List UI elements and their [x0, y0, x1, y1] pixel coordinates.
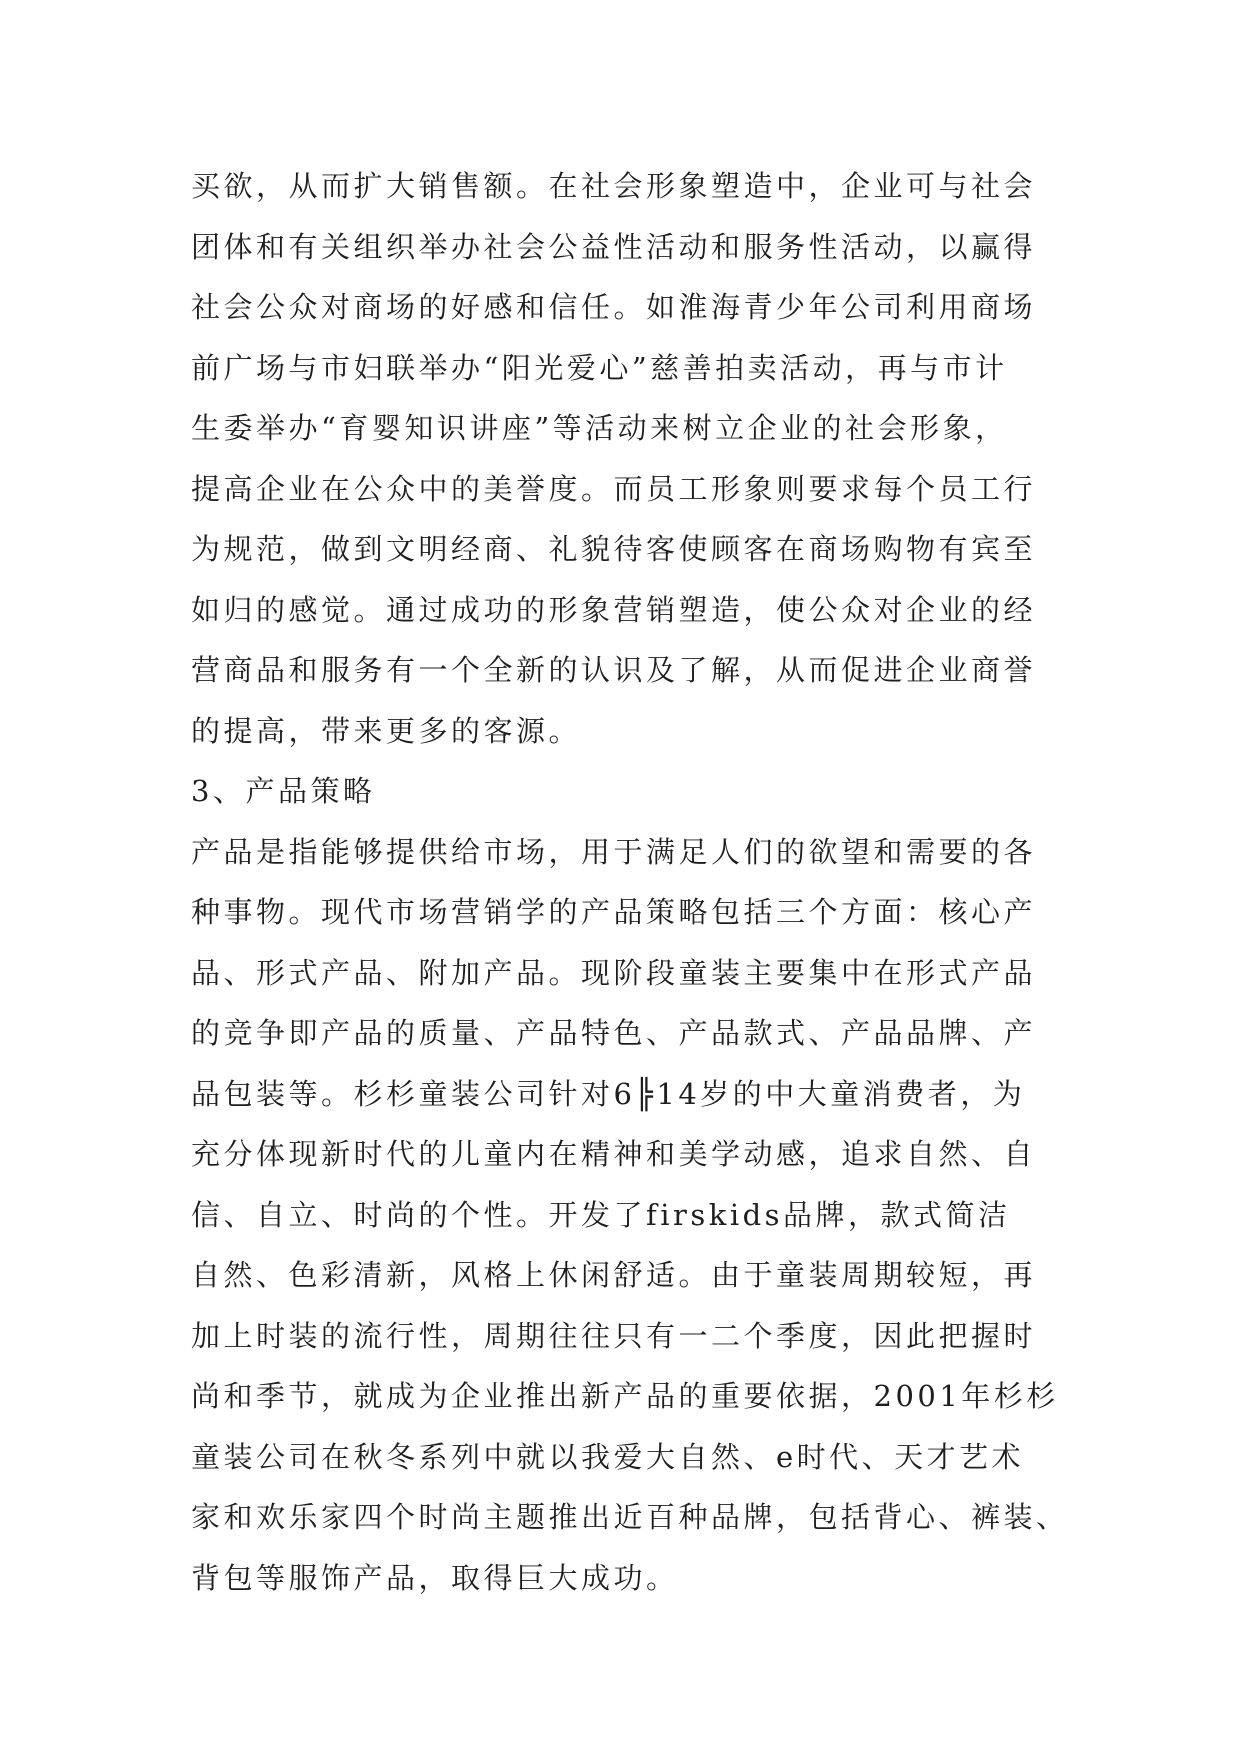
text-line: 自然、色彩清新，风格上休闲舒适。由于童装周期较短，再 [191, 1258, 1037, 1292]
text-line: 如归的感觉。通过成功的形象营销塑造，使公众对企业的经 [191, 592, 1037, 627]
text-line: 品包装等。杉杉童装公司针对6╠14岁的中大童消费者，为 [191, 1076, 1026, 1111]
text-line: 生委举办“育婴知识讲座”等活动来树立企业的社会形象， [191, 411, 1008, 445]
section-heading: 3、产品策略 [191, 774, 376, 808]
text-line: 前广场与市妇联举办“阳光爱心”慈善拍卖活动，再与市计 [191, 350, 1008, 385]
text-line: 营商品和服务有一个全新的认识及了解，从而促进企业商誉 [191, 653, 1037, 687]
text-line: 充分体现新时代的儿童内在精神和美学动感，追求自然、自 [191, 1137, 1037, 1171]
text-line: 的竞争即产品的质量、产品特色、产品款式、产品品牌、产 [191, 1016, 1037, 1050]
text-line: 的提高，带来更多的客源。 [191, 713, 582, 748]
text-line: 加上时装的流行性，周期往往只有一二个季度，因此把握时 [191, 1318, 1037, 1353]
text-line: 团体和有关组织举办社会公益性活动和服务性活动，以赢得 [191, 229, 1037, 264]
text-line: 童装公司在秋冬系列中就以我爱大自然、e时代、天才艺术 [191, 1439, 1025, 1474]
text-line: 产品是指能够提供给市场，用于满足人们的欲望和需要的各 [191, 834, 1037, 869]
text-line: 品、形式产品、附加产品。现阶段童装主要集中在形式产品 [191, 955, 1037, 990]
text-line: 买欲，从而扩大销售额。在社会形象塑造中，企业可与社会 [191, 169, 1037, 203]
text-line: 种事物。现代市场营销学的产品策略包括三个方面：核心产 [191, 895, 1037, 929]
text-line: 为规范，做到文明经商、礼貌待客使顾客在商场购物有宾至 [191, 532, 1037, 566]
text-line: 家和欢乐家四个时尚主题推出近百种品牌，包括背心、裤装、 [191, 1500, 1069, 1534]
text-line: 背包等服饰产品，取得巨大成功。 [191, 1560, 679, 1595]
body-text [191, 156, 1071, 1608]
text-line: 社会公众对商场的好感和信任。如淮海青少年公司利用商场 [191, 290, 1037, 324]
text-line: 尚和季节，就成为企业推出新产品的重要依据，2001年杉杉 [191, 1379, 1059, 1413]
text-line: 信、自立、时尚的个性。开发了firskids品牌，款式简洁 [191, 1197, 1011, 1232]
text-line: 提高企业在公众中的美誉度。而员工形象则要求每个员工行 [191, 471, 1037, 506]
